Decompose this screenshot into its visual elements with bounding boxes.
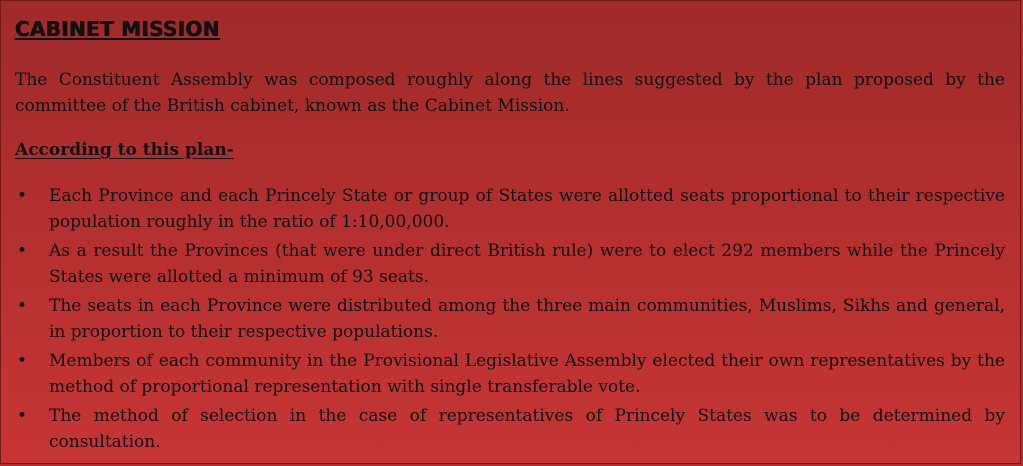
list-item (15, 183, 1005, 235)
list-item (15, 403, 1005, 455)
list-item-text: Each Province and each Princely State or group of States were allotted seats proportional to their respective population roughly in the ratio of 1:10,00,000. (49, 186, 1005, 232)
list-item-text: The method of selection in the case of representatives of Princely States was to be determined by consultation. (49, 406, 1005, 452)
document-title: CABINET MISSION (15, 17, 220, 41)
list-item (15, 293, 1005, 345)
plan-subheading: According to this plan- (15, 140, 234, 160)
bullet-icon: • (17, 186, 28, 206)
list-item-text: The seats in each Province were distributed among the three main communities, Muslims, Sikhs and general, in proportion to their respective populations. (49, 296, 1005, 342)
bullet-icon: • (17, 241, 28, 261)
intro-paragraph: The Constituent Assembly was composed roughly along the lines suggested by the plan proposed by the committee of the British cabinet, known as the Cabinet Mission. (15, 70, 1005, 116)
list-item (15, 348, 1005, 400)
bullet-icon: • (17, 406, 28, 426)
list-item-text: Members of each community in the Provisional Legislative Assembly elected their own representatives by the method of proportional representation with single transferable vote. (49, 351, 1005, 397)
list-item (15, 238, 1005, 290)
bullet-icon: • (17, 296, 28, 316)
plan-points-list (15, 183, 1005, 455)
list-item-text: As a result the Provinces (that were under direct British rule) were to elect 292 members while the Princely States were allotted a minimum of 93 seats. (49, 241, 1005, 287)
bullet-icon: • (17, 351, 28, 371)
